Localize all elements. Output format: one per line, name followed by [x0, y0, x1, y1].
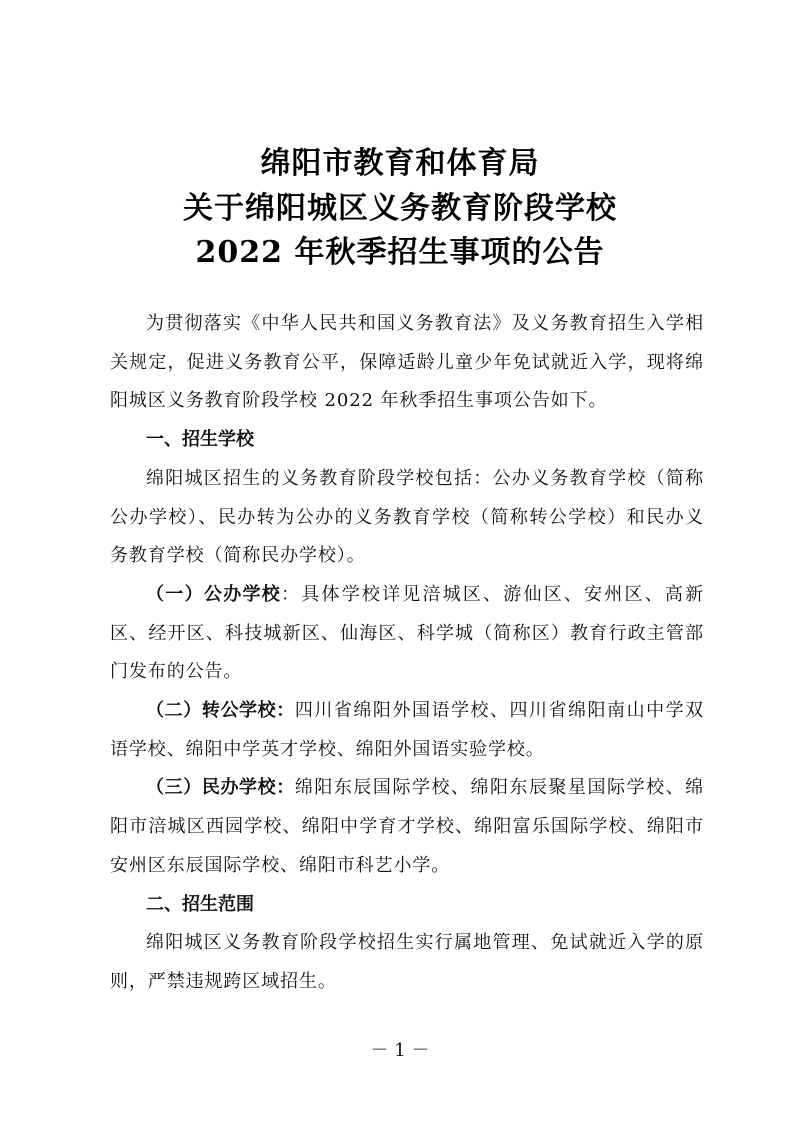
item-public-schools-text: ：具体学校详见涪城区、游仙区、安州区、高新区、经开区、科技城新区、仙海区、科学城（简称区）教育行政主管部门发布的公告。 — [110, 583, 705, 683]
item-public-schools — [110, 576, 704, 692]
page-number: － 1 － — [370, 1040, 430, 1061]
item-converted-schools-text: 四川省绵阳外国语学校、四川省绵阳南山中学双语学校、绵阳中学英才学校、绵阳外国语实验学校。 — [110, 700, 704, 760]
item-private-schools-label: （三）民办学校： — [146, 777, 295, 799]
title-line-1: 绵阳市教育和体育局 — [260, 146, 540, 181]
item-private-schools — [110, 769, 704, 885]
item-public-schools-label: （一）公办学校 — [146, 583, 282, 605]
intro-paragraph: 为贯彻落实《中华人民共和国义务教育法》及义务教育招生入学相关规定，促进义务教育公平，保障适龄儿童少年免试就近入学，现将绵阳城区义务教育阶段学校 2022 年秋季招生事项公告如下。 — [110, 313, 704, 412]
section-1-heading: 一、招生学校 — [146, 429, 254, 451]
title-line-2: 关于绵阳城区义务教育阶段学校 — [183, 191, 617, 226]
section-2-paragraph: 绵阳城区义务教育阶段学校招生实行属地管理、免试就近入学的原则，严禁违规跨区域招生。 — [110, 932, 704, 992]
item-converted-schools — [110, 692, 704, 769]
item-converted-schools-label: （二）转公学校： — [146, 700, 295, 722]
section-1-paragraph: 绵阳城区招生的义务教育阶段学校包括：公办义务教育学校（简称公办学校）、民办转为公办的义务教育学校（简称转公学校）和民办义务教育学校（简称民办学校）。 — [110, 467, 704, 567]
section-2-heading: 二、招生范围 — [146, 893, 254, 915]
item-private-schools-text: 绵阳东辰国际学校、绵阳东辰聚星国际学校、绵阳市涪城区西园学校、绵阳中学育才学校、绵阳富乐国际学校、绵阳市安州区东辰国际学校、绵阳市科艺小学。 — [110, 777, 704, 876]
document-body — [110, 305, 704, 1002]
title-line-3: 2022 年秋季招生事项的公告 — [195, 235, 605, 270]
